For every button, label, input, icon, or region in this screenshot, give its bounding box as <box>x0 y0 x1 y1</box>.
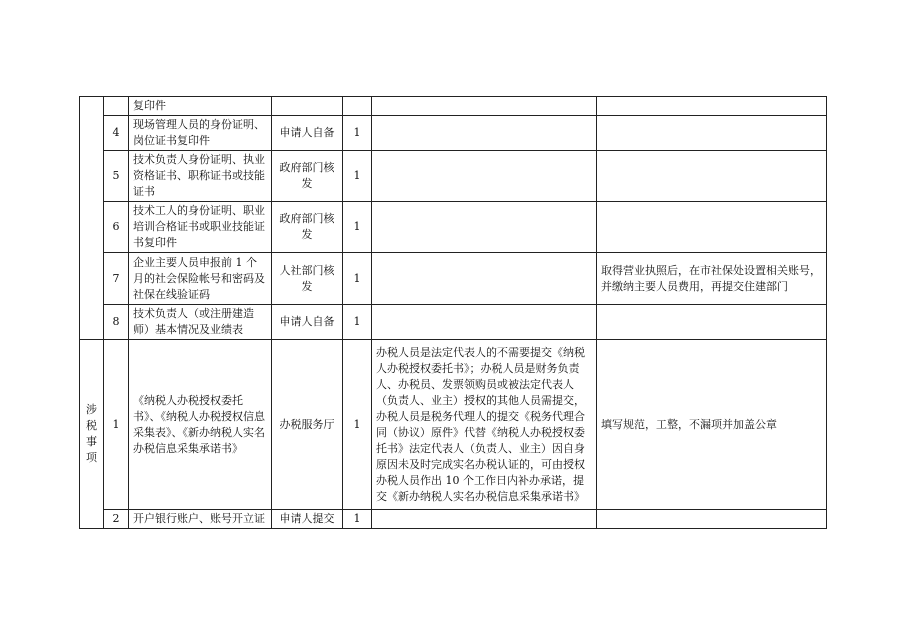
table-row <box>80 151 827 202</box>
material-source <box>272 97 343 116</box>
material-source: 申请人提交 <box>272 510 343 529</box>
material-source: 人社部门核发 <box>272 253 343 305</box>
material-note <box>372 116 597 151</box>
material-name: 开户银行账户、账号开立证 <box>129 510 272 529</box>
material-name: 《纳税人办税授权委托书》、《纳税人办税授权信息采集表》、《新办纳税人实名办税信息采集承诺书》 <box>129 340 272 510</box>
material-note <box>372 510 597 529</box>
row-number: 5 <box>104 151 129 202</box>
material-name: 技术负责人（或注册建造师）基本情况及业绩表 <box>129 305 272 340</box>
material-source: 申请人自备 <box>272 116 343 151</box>
copy-count: 1 <box>343 151 372 202</box>
row-number: 7 <box>104 253 129 305</box>
copy-count <box>343 97 372 116</box>
material-remark <box>597 510 827 529</box>
row-number <box>104 97 129 116</box>
row-number: 6 <box>104 202 129 253</box>
section-label <box>80 97 104 340</box>
material-name: 企业主要人员申报前 1 个月的社会保险帐号和密码及社保在线验证码 <box>129 253 272 305</box>
material-source: 申请人自备 <box>272 305 343 340</box>
material-note <box>372 305 597 340</box>
material-note <box>372 202 597 253</box>
material-remark: 填写规范，工整，不漏项并加盖公章 <box>597 340 827 510</box>
material-note <box>372 253 597 305</box>
material-remark <box>597 97 827 116</box>
material-note: 办税人员是法定代表人的不需要提交《纳税人办税授权委托书》；办税人员是财务负责人、办税员、发票领购员或被法定代表人（负责人、业主）授权的其他人员需提交，办税人员是税务代理人的提交《税务代理合同（协议）原件》代替《纳税人办税授权委托书》法定代表人（负责人、业主）因自身原因未及时完成实名办税认证的，可由授权办税人员作出 10 个工作日内补办承诺，提交《新办纳税人实名办税信息采集承诺书》 <box>372 340 597 510</box>
table-row <box>80 97 827 116</box>
material-note <box>372 151 597 202</box>
material-remark <box>597 305 827 340</box>
copy-count: 1 <box>343 510 372 529</box>
table-row <box>80 253 827 305</box>
material-remark <box>597 151 827 202</box>
materials-table <box>79 96 827 529</box>
row-number: 2 <box>104 510 129 529</box>
material-name: 现场管理人员的身份证明、岗位证书复印件 <box>129 116 272 151</box>
material-source: 政府部门核发 <box>272 151 343 202</box>
table-row <box>80 202 827 253</box>
material-note <box>372 97 597 116</box>
section-label: 涉税事项 <box>80 340 104 529</box>
copy-count: 1 <box>343 305 372 340</box>
row-number: 4 <box>104 116 129 151</box>
material-source: 办税服务厅 <box>272 340 343 510</box>
copy-count: 1 <box>343 116 372 151</box>
copy-count: 1 <box>343 340 372 510</box>
material-source: 政府部门核发 <box>272 202 343 253</box>
row-number: 1 <box>104 340 129 510</box>
material-remark: 取得营业执照后，在市社保处设置相关账号，并缴纳主要人员费用，再提交住建部门 <box>597 253 827 305</box>
material-remark <box>597 202 827 253</box>
row-number: 8 <box>104 305 129 340</box>
copy-count: 1 <box>343 253 372 305</box>
table-row <box>80 510 827 529</box>
material-name: 技术工人的身份证明、职业培训合格证书或职业技能证书复印件 <box>129 202 272 253</box>
material-name: 复印件 <box>129 97 272 116</box>
table-row <box>80 116 827 151</box>
copy-count: 1 <box>343 202 372 253</box>
table-row <box>80 340 827 510</box>
table-row <box>80 305 827 340</box>
material-name: 技术负责人身份证明、执业资格证书、职称证书或技能证书 <box>129 151 272 202</box>
material-remark <box>597 116 827 151</box>
